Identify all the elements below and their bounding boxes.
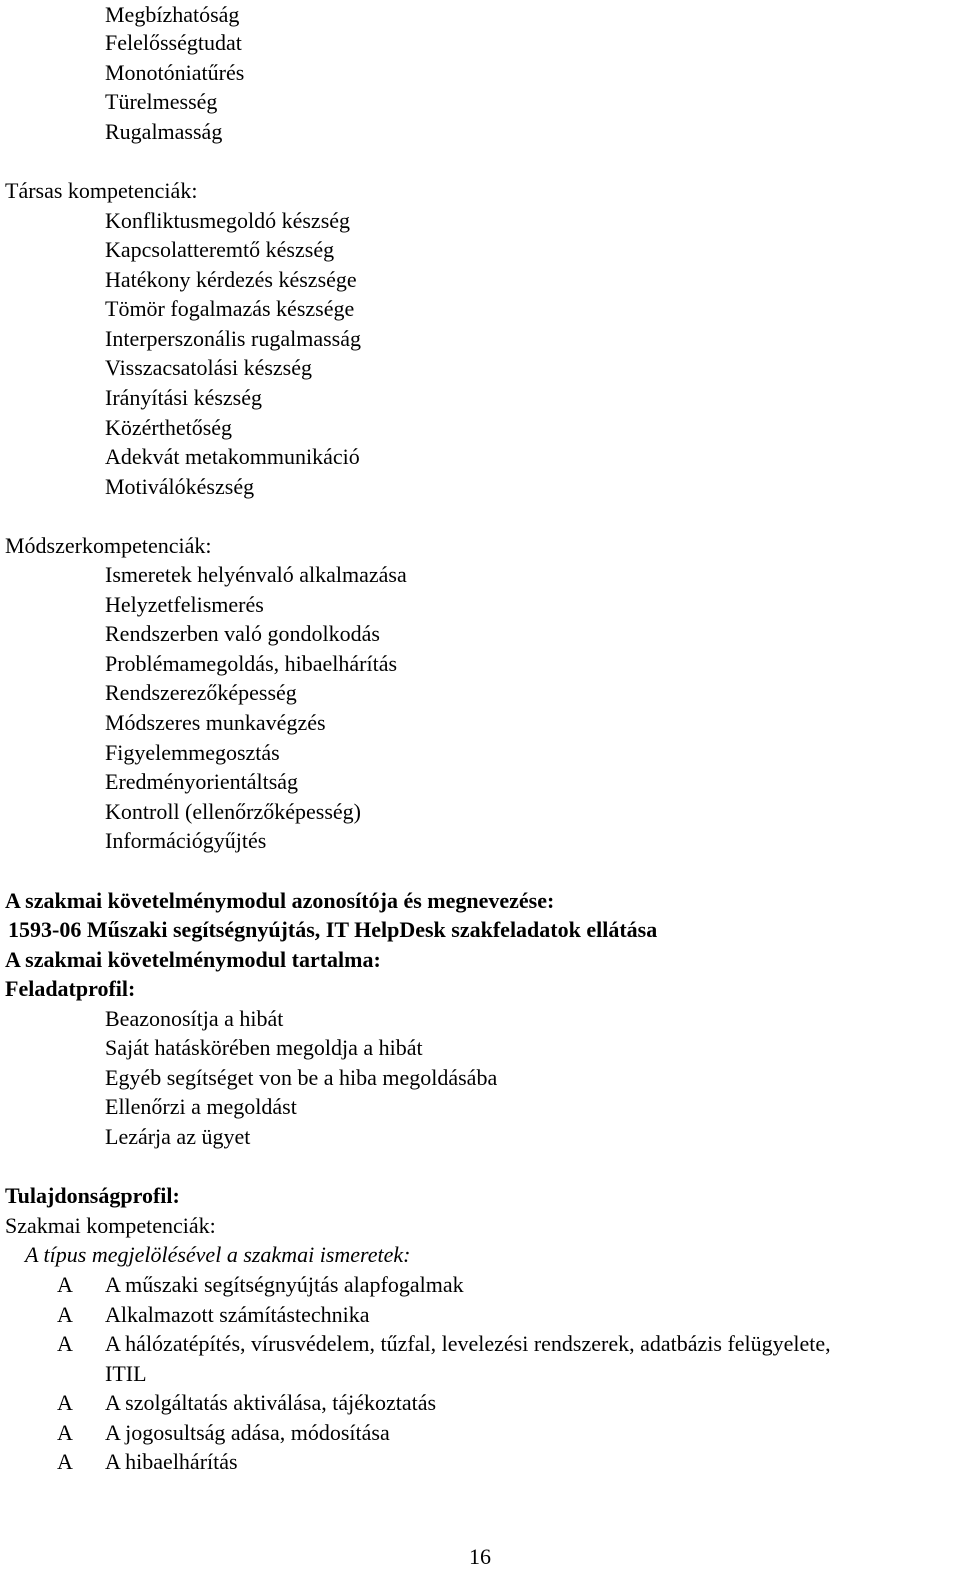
personal-item: Türelmesség	[105, 89, 218, 114]
task-item: Egyéb segítséget von be a hiba megoldásába	[105, 1065, 498, 1090]
method-item: Információgyűjtés	[105, 828, 267, 853]
method-item: Rendszerezőképesség	[105, 680, 297, 705]
knowledge-item: A műszaki segítségnyújtás alapfogalmak	[105, 1272, 464, 1297]
knowledge-type: A	[57, 1302, 73, 1327]
task-item: Saját hatáskörében megoldja a hibát	[105, 1035, 423, 1060]
method-item: Módszeres munkavégzés	[105, 710, 326, 735]
professional-competencies-heading: Szakmai kompetenciák:	[5, 1213, 216, 1238]
social-item: Adekvát metakommunikáció	[105, 444, 360, 469]
task-item: Beazonosítja a hibát	[105, 1006, 284, 1031]
social-item: Irányítási készség	[105, 385, 262, 410]
social-item: Tömör fogalmazás készsége	[105, 296, 355, 321]
method-item: Ismeretek helyénvaló alkalmazása	[105, 562, 407, 587]
module-id-heading: A szakmai követelménymodul azonosítója és megnevezése:	[5, 888, 555, 913]
task-item: Lezárja az ügyet	[105, 1124, 251, 1149]
social-item: Motiválókészség	[105, 474, 255, 499]
knowledge-type: A	[57, 1272, 73, 1297]
method-item: Eredményorientáltság	[105, 769, 299, 794]
page-number: 16	[469, 1544, 491, 1569]
knowledge-item: Alkalmazott számítástechnika	[105, 1302, 370, 1327]
personal-item: Monotóniatűrés	[105, 60, 245, 85]
personal-item: Rugalmasság	[105, 119, 223, 144]
method-item: Rendszerben való gondolkodás	[105, 621, 380, 646]
task-item: Ellenőrzi a megoldást	[105, 1094, 297, 1119]
personal-item: Megbízhatóság	[105, 2, 240, 27]
knowledge-type: A	[57, 1449, 73, 1474]
module-content-heading: A szakmai követelménymodul tartalma:	[5, 947, 381, 972]
method-item: Problémamegoldás, hibaelhárítás	[105, 651, 398, 676]
social-heading: Társas kompetenciák:	[5, 178, 198, 203]
type-note: A típus megjelölésével a szakmai ismeretek:	[25, 1242, 411, 1267]
social-item: Konfliktusmegoldó készség	[105, 208, 351, 233]
property-profile-heading: Tulajdonságprofil:	[5, 1183, 180, 1208]
knowledge-item: A hálózatépítés, vírusvédelem, tűzfal, levelezési rendszerek, adatbázis felügyelete,	[105, 1331, 831, 1356]
method-item: Figyelemmegosztás	[105, 740, 280, 765]
knowledge-item: A hibaelhárítás	[105, 1449, 238, 1474]
social-item: Visszacsatolási készség	[105, 355, 313, 380]
knowledge-item-continuation: ITIL	[105, 1361, 147, 1386]
method-item: Helyzetfelismerés	[105, 592, 264, 617]
social-item: Interperszonális rugalmasság	[105, 326, 361, 351]
social-item: Közérthetőség	[105, 415, 233, 440]
method-item: Kontroll (ellenőrzőképesség)	[105, 799, 361, 824]
knowledge-type: A	[57, 1390, 73, 1415]
task-profile-heading: Feladatprofil:	[5, 976, 136, 1001]
knowledge-type: A	[57, 1420, 73, 1445]
method-heading: Módszerkompetenciák:	[5, 533, 212, 558]
knowledge-type: A	[57, 1331, 73, 1356]
personal-item: Felelősségtudat	[105, 30, 242, 55]
knowledge-item: A jogosultság adása, módosítása	[105, 1420, 390, 1445]
module-id-value: 1593-06 Műszaki segítségnyújtás, IT HelpDesk szakfeladatok ellátása	[8, 917, 658, 942]
social-item: Hatékony kérdezés készsége	[105, 267, 357, 292]
knowledge-item: A szolgáltatás aktiválása, tájékoztatás	[105, 1390, 437, 1415]
social-item: Kapcsolatteremtő készség	[105, 237, 335, 262]
